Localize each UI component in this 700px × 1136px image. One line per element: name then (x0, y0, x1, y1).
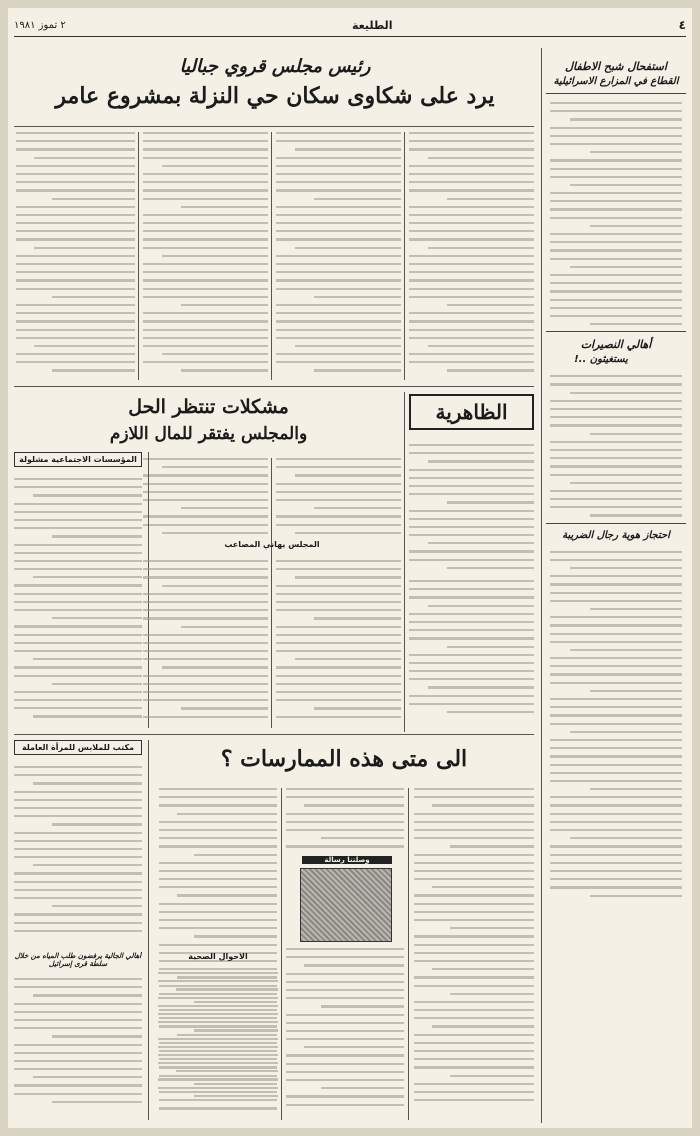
ahwal-title: الاحوال الصحية (188, 952, 248, 961)
main-headline: يرد على شكاوى سكان حي النزلة بمشروع عامر (55, 83, 495, 109)
practices-col2-top (286, 788, 404, 858)
right-section-2 (546, 331, 686, 369)
right-section3-body (546, 545, 686, 897)
main-story-col3 (143, 132, 268, 382)
right-section2-title: أهالي النصيرات (580, 338, 652, 352)
newspaper-page (8, 8, 692, 1128)
jalia-headline-block (14, 952, 142, 972)
mid-story-col2 (143, 458, 268, 538)
main-kicker: رئيس مجلس قروي جباليا (179, 56, 371, 77)
main-story-col1 (409, 132, 534, 382)
practices-headline: الى متى هذه الممارسات ؟ (220, 746, 468, 772)
right-title-line1: استفحال شبح الاطفال (565, 60, 667, 73)
practices-headline-block (154, 740, 534, 780)
page-header (14, 14, 686, 37)
main-story-col2 (276, 132, 401, 382)
mid-headline-block (16, 392, 401, 452)
mid-subhead-block (143, 540, 401, 554)
main-story-col4 (16, 132, 135, 382)
mid-headline-1: مشكلات تنتظر الحل (128, 396, 289, 418)
zahiriya-sub2-box (14, 740, 142, 760)
zahiriya-title-block (409, 394, 534, 434)
zahiriya-title: الظاهرية (409, 394, 534, 430)
zahiriya-sub2: مكتب للملابس للمرأة العاملة (14, 740, 142, 755)
zahiriya-col2 (409, 580, 534, 730)
zahiriya-col-left (14, 478, 142, 726)
issue-date: ٢ تموز ١٩٨١ (14, 19, 66, 31)
mid-story-col1 (276, 458, 401, 538)
practices-col1 (414, 788, 534, 1118)
right-section2-sub: يستغيثون ..! (574, 354, 628, 366)
jalia-body (14, 978, 142, 1118)
mid-story-col3 (276, 560, 401, 730)
jalia-headline: أهالي الجالية يرفضون طلب المياه من خلال سلطة قرى إسرائيل (14, 952, 142, 968)
newspaper-name: الطليعة (351, 18, 393, 32)
zahiriya-sub1-box (14, 452, 142, 472)
right-story-title (546, 56, 686, 94)
zahiriya-body (409, 444, 534, 574)
right-title-line2: القطاع في المزارع الاسرائيلية (553, 76, 679, 87)
right-section3-title: احتجاز هوية رجال الضريبة (562, 529, 670, 541)
ahwal-body (158, 972, 278, 1118)
letters-label: وصلتنا رسالة (302, 856, 392, 864)
right-story-body (546, 94, 686, 325)
ahwal-block (158, 952, 278, 966)
practices-col2-bottom (286, 948, 404, 1118)
right-section2-body (546, 369, 686, 516)
right-section-3 (546, 523, 686, 545)
page-number: ٤ (678, 18, 686, 32)
left-lower-col (14, 766, 142, 944)
letters-photo (300, 868, 392, 942)
mid-subhead: المجلس يهاني المصاعب (224, 540, 320, 549)
main-headline-block (16, 52, 534, 122)
letters-label-block (302, 856, 392, 868)
right-column (546, 56, 686, 1122)
mid-story-col4 (143, 560, 268, 730)
zahiriya-sub1: المؤسسات الاجتماعية مشلولة (14, 452, 142, 467)
mid-headline-2: والمجلس يفتقر للمال اللازم (109, 424, 308, 444)
